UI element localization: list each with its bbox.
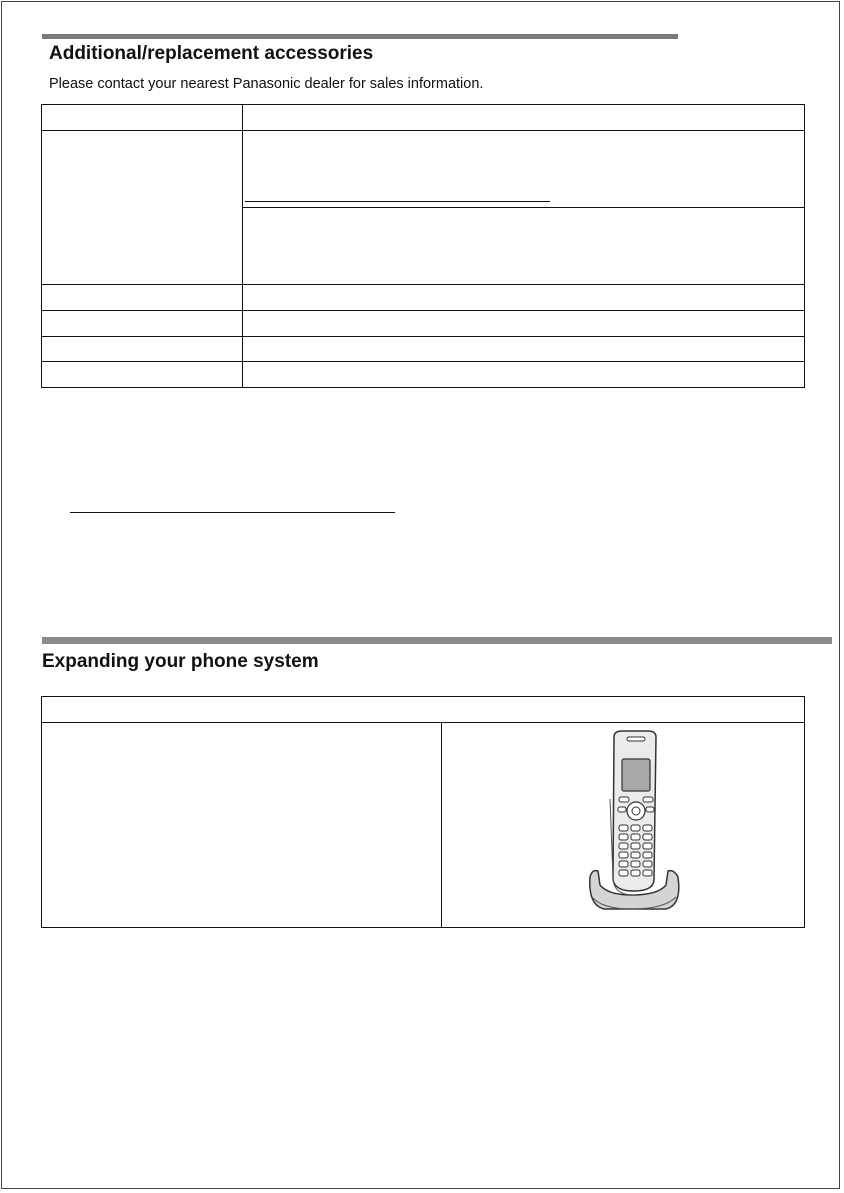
table-cell — [42, 105, 243, 131]
table-cell — [42, 311, 243, 337]
table-cell — [42, 723, 442, 928]
table-cell — [42, 697, 805, 723]
section-heading-expanding: Expanding your phone system — [42, 651, 319, 672]
table-row — [42, 362, 805, 388]
handset-image — [582, 729, 682, 915]
table-cell — [242, 208, 804, 285]
section-heading-accessories: Additional/replacement accessories — [49, 43, 374, 64]
accessories-table — [41, 104, 805, 388]
table-cell — [242, 131, 804, 208]
table-cell — [242, 311, 804, 337]
table-cell — [442, 723, 805, 928]
table-cell — [42, 362, 243, 388]
table-row — [42, 131, 805, 208]
table-row — [42, 337, 805, 362]
table-cell — [242, 337, 804, 362]
table-cell — [42, 337, 243, 362]
table-cell — [242, 285, 804, 311]
table-header-row — [42, 697, 805, 723]
expansion-table — [41, 696, 805, 928]
table-row — [42, 723, 805, 928]
table-cell — [242, 105, 804, 131]
section-divider — [42, 637, 832, 644]
table-header-row — [42, 105, 805, 131]
section-divider — [42, 34, 678, 39]
underline-blank — [70, 512, 395, 513]
table-cell — [242, 362, 804, 388]
table-row — [42, 285, 805, 311]
table-row — [42, 311, 805, 337]
underline-blank — [245, 201, 550, 202]
table-cell — [42, 285, 243, 311]
table-cell — [42, 131, 243, 285]
accessories-intro: Please contact your nearest Panasonic dealer for sales information. — [49, 76, 484, 92]
